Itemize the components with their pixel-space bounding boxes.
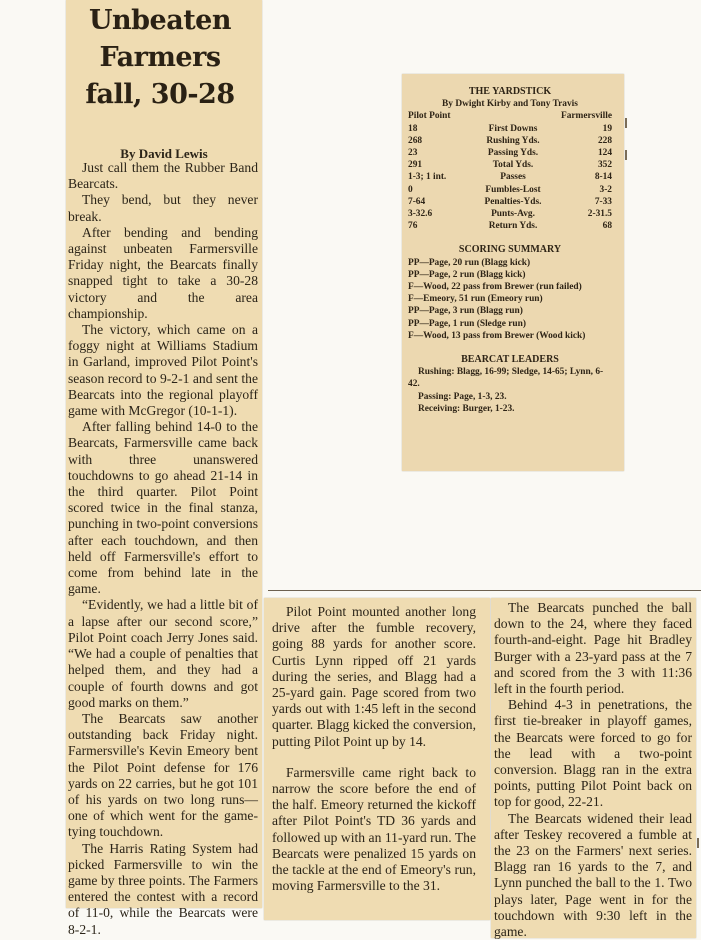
stat-row (408, 159, 612, 171)
team-right-label: Farmersville (560, 111, 612, 122)
scoring-entry: PP—Page, 20 run (Blagg kick) (408, 257, 531, 268)
scoring-entry: PP—Page, 3 run (Blagg run) (408, 306, 523, 317)
paragraph: Pilot Point mounted another long drive after the fumble recovery, going 88 yards for another score. Curtis Lynn ripped off 21 yards during the series, and Blagg had a 25-yard gain. Page scored from two yards out with 1:45 left in the second quarter. Blagg kicked the conversion, putting Pilot Point up by 14. (272, 604, 476, 749)
scoring-entry: F—Wood, 22 pass from Brewer (run failed) (408, 282, 582, 293)
byline: By David Lewis (120, 146, 208, 161)
stat-right: 68 (602, 221, 612, 232)
stat-left: 3-32.6 (408, 209, 433, 220)
stat-row (408, 147, 612, 159)
stat-row (408, 196, 612, 208)
paragraph: Behind 4-3 in penetrations, the first tie-breaker in playoff games, the Bearcats were forced to go for the lead with a two-point conversion. Blagg ran in the extra points, putting Pilot Point back on top for good, 22-21. (494, 697, 692, 810)
paragraph: The Bearcats saw another outstanding back Friday night. Farmersville's Kevin Emeory bent the Pilot Point defense for 176 yards on 22 carries, but he got 101 of his yards on two long runs—one of which went for the game-tying touchdown. (68, 710, 258, 840)
leader-entry: Receiving: Burger, 1-23. (418, 403, 515, 414)
paragraph: After bending and bending against unbeaten Farmersville Friday night, the Bearcats finally snapped tight to take a 30-28 victory and the area championship. (68, 224, 258, 321)
stat-right: 124 (597, 148, 612, 159)
stat-right: 7-33 (594, 196, 612, 207)
scoring-entry: PP—Page, 2 run (Blagg kick) (408, 269, 526, 280)
paragraph: The victory, which came on a foggy night at Williams Stadium in Garland, improved Pilot Point's season record to 9-2-1 and sent the Bearcats into the regional playoff game with McGregor (10-1-1). (68, 322, 258, 419)
paragraph: The Harris Rating System had picked Farmersville to win the game by three points. The Farmers entered the contest with a record of 11-0, while the Bearcats were 8-2-1. (68, 840, 258, 937)
stat-row (408, 135, 612, 147)
paragraph: The Bearcats punched the ball down to the 24, where they faced fourth-and-eight. Page hit Bradley Burger with a 23-yard pass at the 7 and scored from the 3 with 11:36 left in the fourth period. (494, 600, 692, 697)
stat-right: 19 (602, 123, 612, 134)
stat-left: 18 (408, 123, 418, 134)
stat-left: 0 (408, 184, 413, 195)
stat-row (408, 208, 612, 220)
bearcat-leaders-list (408, 366, 612, 415)
stat-label: Passes (500, 172, 526, 183)
stat-left: 1-3; 1 int. (408, 172, 447, 183)
stat-left: 7-64 (408, 196, 426, 207)
stat-label: Rushing Yds. (486, 135, 540, 146)
yardstick-byline: By Dwight Kirby and Tony Travis (442, 99, 578, 110)
leader-entry: Passing: Page, 1-3, 23. (418, 391, 507, 402)
scoring-entry: F—Wood, 13 pass from Brewer (Wood kick) (408, 330, 586, 341)
article-column-2 (272, 604, 476, 894)
yardstick-team-header (408, 110, 612, 122)
article-column-1 (68, 160, 258, 938)
paragraph: After falling behind 14-0 to the Bearcats, Farmersville came back with three unanswered touchdowns to go ahead 21-14 in the third quarter. Pilot Point scored twice in the final stanza, punching in two-point conversions after each touchdown, and then held off Farmersville's effort to come from behind late in the game. (68, 419, 258, 597)
stat-left: 76 (408, 221, 418, 232)
stat-left: 23 (408, 148, 418, 159)
paragraph: Just call them the Rubber Band Bearcats. (68, 160, 258, 192)
stat-label: Total Yds. (492, 160, 534, 171)
leader-entry: Rushing: Blagg, 16-99; Sledge, 14-65; Lynn, 6-42. (408, 367, 604, 390)
headline: Unbeaten Farmers fall, 30-28 (85, 5, 235, 110)
scoring-entry: PP—Page, 1 run (Sledge run) (408, 318, 526, 329)
clipping-edge-mark (625, 118, 627, 128)
team-left-label: Pilot Point (408, 111, 451, 122)
paragraph: The Bearcats widened their lead after Teskey recovered a fumble at the 23 on the Farmers' next series. Blagg ran 16 yards to the 7, and Lynn punched the ball to the 1. Two plays later, Page went in for the touchdown with 9:30 left in the game. (494, 810, 692, 940)
paragraph: Farmersville came right back to narrow the score before the end of the half. Emeory returned the kickoff after Pilot Point's TD 36 yards and followed up with an 11-yard run. The Bearcats were penalized 15 yards on the tackle at the end of Emeory's run, moving Farmersville to the 31. (272, 764, 476, 894)
clipping-edge-mark (625, 150, 627, 160)
stat-label: Penalties-Yds. (484, 196, 542, 207)
scoring-entry: F—Emeory, 51 run (Emeory run) (408, 294, 543, 305)
clipping-edge-mark (697, 838, 699, 848)
stat-row (408, 171, 612, 183)
scoring-summary-list (408, 257, 612, 342)
stat-right: 228 (597, 135, 612, 146)
stat-right: 2-31.5 (587, 209, 612, 220)
paragraph: They bend, but they never break. (68, 192, 258, 224)
stat-row (408, 220, 612, 232)
stat-left: 291 (408, 160, 423, 171)
scoring-summary-title: SCORING SUMMARY (458, 244, 562, 256)
stat-left: 268 (408, 135, 423, 146)
column-divider-rule (268, 590, 701, 591)
stat-row (408, 123, 612, 135)
bearcat-leaders-title: BEARCAT LEADERS (461, 354, 559, 366)
stat-label: Punts-Avg. (491, 209, 535, 220)
stat-right: 3-2 (599, 184, 612, 195)
stat-label: Fumbles-Lost (485, 184, 541, 195)
stat-row (408, 184, 612, 196)
stat-label: First Downs (488, 123, 538, 134)
stat-label: Passing Yds. (487, 148, 539, 159)
stat-right: 352 (597, 160, 612, 171)
yardstick-title: THE YARDSTICK (468, 86, 552, 97)
yardstick-box (408, 86, 612, 415)
paragraph: “Evidently, we had a little bit of a lapse after our second score,” Pilot Point coach Jerry Jones said. “We had a couple of penalties that helped them, and they had a couple of fourth downs and got good marks on them.” (68, 597, 258, 710)
stat-label: Return Yds. (488, 221, 538, 232)
article-column-3 (494, 600, 692, 940)
stat-right: 8-14 (594, 172, 612, 183)
